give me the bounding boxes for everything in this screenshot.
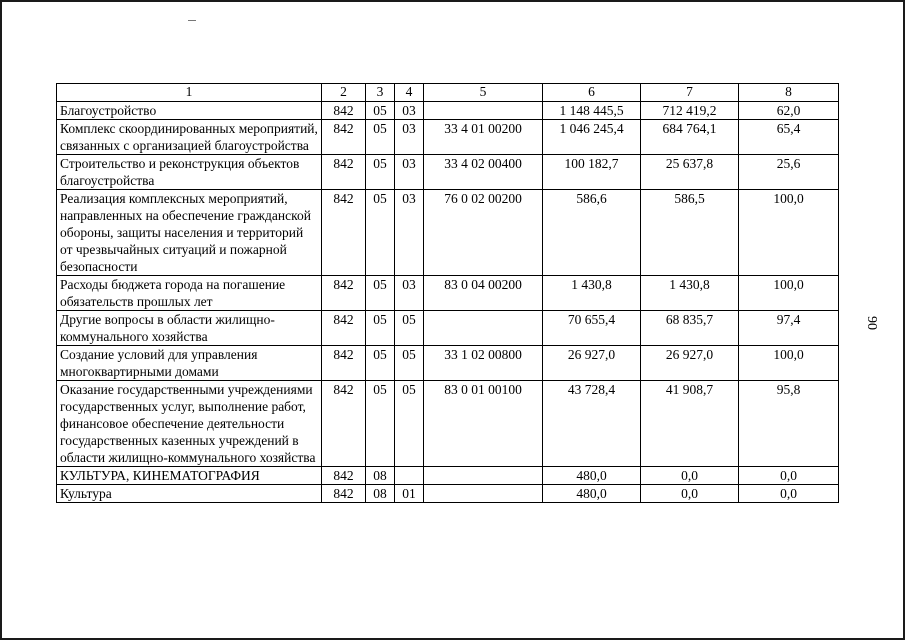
scan-border-top — [0, 0, 905, 2]
target-article-cell: 33 1 02 00800 — [424, 346, 543, 381]
table-row — [57, 311, 839, 346]
section-code-cell: 08 — [366, 467, 395, 485]
subsection-code-cell: 03 — [395, 120, 424, 155]
subsection-code-cell: 03 — [395, 276, 424, 311]
planned-amount-cell: 480,0 — [543, 485, 641, 503]
admin-code-cell: 842 — [322, 102, 366, 120]
row-name-cell: Строительство и реконструкция объектов благоустройства — [57, 155, 322, 190]
section-code-cell: 05 — [366, 155, 395, 190]
subsection-code-cell — [395, 467, 424, 485]
actual-amount-cell: 41 908,7 — [641, 381, 739, 467]
target-article-cell — [424, 102, 543, 120]
admin-code-cell: 842 — [322, 311, 366, 346]
target-article-cell — [424, 467, 543, 485]
header-cell: 2 — [322, 84, 366, 102]
section-code-cell: 05 — [366, 102, 395, 120]
target-article-cell: 76 0 02 00200 — [424, 190, 543, 276]
row-name-cell: Комплекс скоординированных мероприятий, связанных с организацией благоустройства — [57, 120, 322, 155]
table-row — [57, 120, 839, 155]
admin-code-cell: 842 — [322, 485, 366, 503]
target-article-cell — [424, 485, 543, 503]
actual-amount-cell: 68 835,7 — [641, 311, 739, 346]
section-code-cell: 05 — [366, 120, 395, 155]
planned-amount-cell: 1 430,8 — [543, 276, 641, 311]
budget-table — [56, 83, 839, 503]
section-code-cell: 05 — [366, 381, 395, 467]
planned-amount-cell: 100 182,7 — [543, 155, 641, 190]
actual-amount-cell: 0,0 — [641, 485, 739, 503]
execution-percent-cell: 0,0 — [739, 467, 839, 485]
actual-amount-cell: 26 927,0 — [641, 346, 739, 381]
planned-amount-cell: 1 046 245,4 — [543, 120, 641, 155]
admin-code-cell: 842 — [322, 120, 366, 155]
section-code-cell: 08 — [366, 485, 395, 503]
execution-percent-cell: 0,0 — [739, 485, 839, 503]
scan-border-left — [0, 0, 2, 640]
actual-amount-cell: 586,5 — [641, 190, 739, 276]
planned-amount-cell: 70 655,4 — [543, 311, 641, 346]
actual-amount-cell: 1 430,8 — [641, 276, 739, 311]
header-cell: 3 — [366, 84, 395, 102]
subsection-code-cell: 05 — [395, 381, 424, 467]
table-body — [57, 84, 839, 503]
subsection-code-cell: 03 — [395, 102, 424, 120]
page-number: 90 — [864, 316, 879, 330]
execution-percent-cell: 100,0 — [739, 276, 839, 311]
target-article-cell: 33 4 01 00200 — [424, 120, 543, 155]
section-code-cell: 05 — [366, 190, 395, 276]
header-cell: 7 — [641, 84, 739, 102]
header-cell: 6 — [543, 84, 641, 102]
target-article-cell — [424, 311, 543, 346]
scan-speck — [188, 20, 196, 21]
header-cell: 1 — [57, 84, 322, 102]
table-row — [57, 381, 839, 467]
table-row — [57, 276, 839, 311]
row-name-cell: Оказание государственными учреждениями государственных услуг, выполнение работ, финансовое обеспечение деятельности государственных казенных учреждений в области жилищно-коммунального хозяйства — [57, 381, 322, 467]
admin-code-cell: 842 — [322, 467, 366, 485]
row-name-cell: Благоустройство — [57, 102, 322, 120]
table-row — [57, 346, 839, 381]
planned-amount-cell: 480,0 — [543, 467, 641, 485]
execution-percent-cell: 95,8 — [739, 381, 839, 467]
subsection-code-cell: 05 — [395, 346, 424, 381]
execution-percent-cell: 65,4 — [739, 120, 839, 155]
actual-amount-cell: 0,0 — [641, 467, 739, 485]
header-cell: 5 — [424, 84, 543, 102]
row-name-cell: Реализация комплексных мероприятий, направленных на обеспечение гражданской обороны, защиты населения и территорий от чрезвычайных ситуаций и пожарной безопасности — [57, 190, 322, 276]
row-name-cell: КУЛЬТУРА, КИНЕМАТОГРАФИЯ — [57, 467, 322, 485]
admin-code-cell: 842 — [322, 190, 366, 276]
table-row — [57, 485, 839, 503]
row-name-cell: Другие вопросы в области жилищно-коммунального хозяйства — [57, 311, 322, 346]
section-code-cell: 05 — [366, 346, 395, 381]
actual-amount-cell: 684 764,1 — [641, 120, 739, 155]
subsection-code-cell: 01 — [395, 485, 424, 503]
execution-percent-cell: 100,0 — [739, 346, 839, 381]
target-article-cell: 33 4 02 00400 — [424, 155, 543, 190]
table-row — [57, 102, 839, 120]
subsection-code-cell: 03 — [395, 155, 424, 190]
target-article-cell: 83 0 04 00200 — [424, 276, 543, 311]
planned-amount-cell: 586,6 — [543, 190, 641, 276]
subsection-code-cell: 03 — [395, 190, 424, 276]
row-name-cell: Расходы бюджета города на погашение обязательств прошлых лет — [57, 276, 322, 311]
header-cell: 4 — [395, 84, 424, 102]
planned-amount-cell: 26 927,0 — [543, 346, 641, 381]
header-cell: 8 — [739, 84, 839, 102]
admin-code-cell: 842 — [322, 381, 366, 467]
row-name-cell: Создание условий для управления многоквартирными домами — [57, 346, 322, 381]
table-row — [57, 190, 839, 276]
admin-code-cell: 842 — [322, 346, 366, 381]
planned-amount-cell: 1 148 445,5 — [543, 102, 641, 120]
row-name-cell: Культура — [57, 485, 322, 503]
actual-amount-cell: 712 419,2 — [641, 102, 739, 120]
execution-percent-cell: 62,0 — [739, 102, 839, 120]
execution-percent-cell: 100,0 — [739, 190, 839, 276]
actual-amount-cell: 25 637,8 — [641, 155, 739, 190]
planned-amount-cell: 43 728,4 — [543, 381, 641, 467]
table-header-row — [57, 84, 839, 102]
admin-code-cell: 842 — [322, 155, 366, 190]
section-code-cell: 05 — [366, 311, 395, 346]
section-code-cell: 05 — [366, 276, 395, 311]
execution-percent-cell: 97,4 — [739, 311, 839, 346]
target-article-cell: 83 0 01 00100 — [424, 381, 543, 467]
table-row — [57, 467, 839, 485]
admin-code-cell: 842 — [322, 276, 366, 311]
subsection-code-cell: 05 — [395, 311, 424, 346]
table-row — [57, 155, 839, 190]
execution-percent-cell: 25,6 — [739, 155, 839, 190]
